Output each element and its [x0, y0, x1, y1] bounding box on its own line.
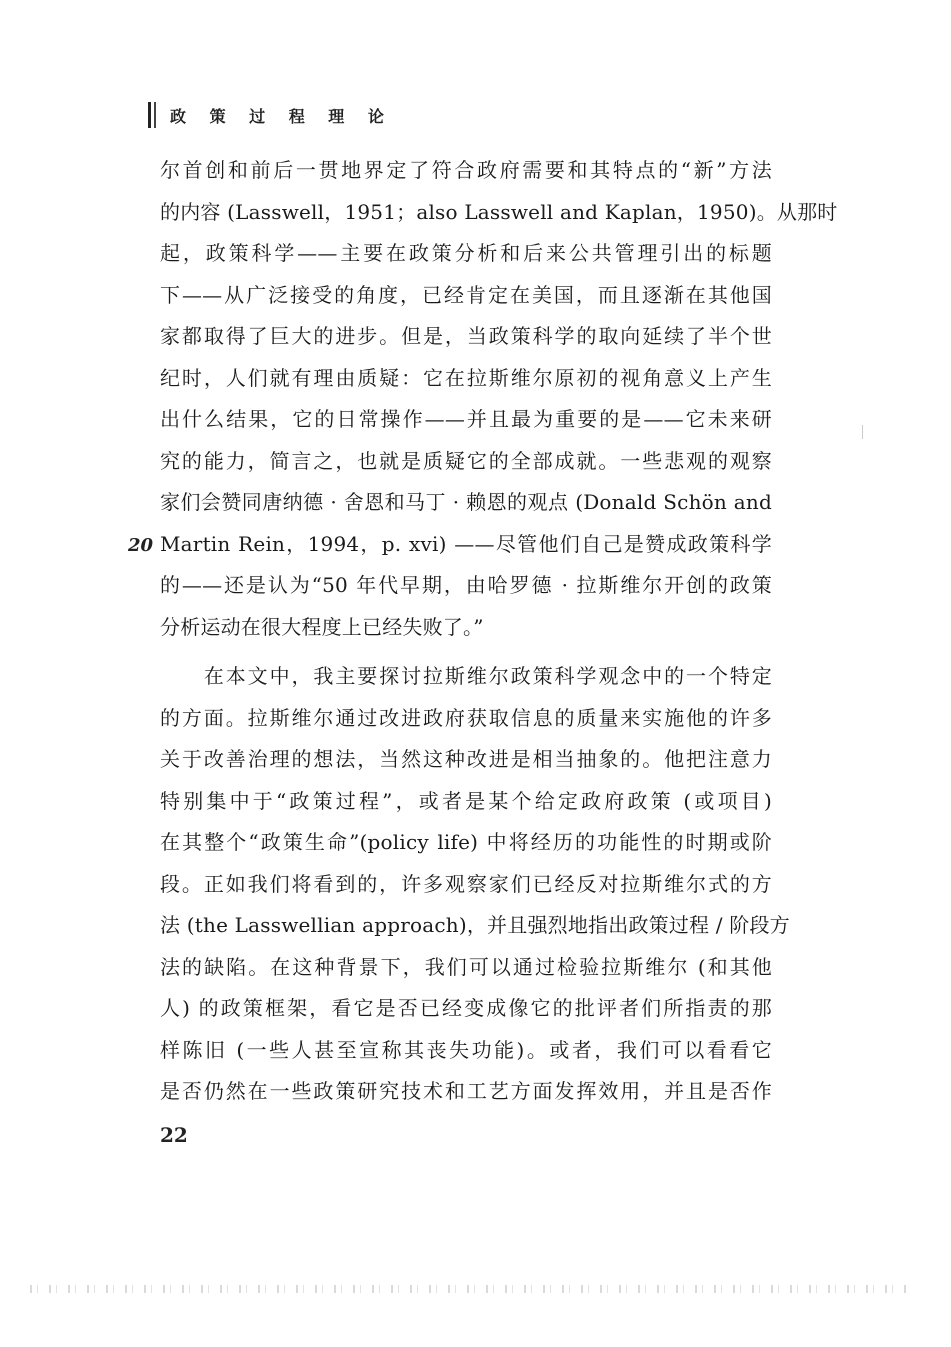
- text-line: 法的缺陷。在这种背景下，我们可以通过检验拉斯维尔 (和其他: [160, 954, 772, 979]
- text-line: 段。正如我们将看到的，许多观察家们已经反对拉斯维尔式的方: [160, 871, 772, 896]
- paragraph-2: [160, 656, 790, 1113]
- scan-edge-mark: [862, 425, 863, 439]
- text-line: 在其整个“政策生命”(policy life) 中将经历的功能性的时期或阶: [160, 830, 772, 854]
- text-line: 在本文中，我主要探讨拉斯维尔政策科学观念中的一个特定: [160, 664, 772, 688]
- margin-line-number: 20: [128, 535, 154, 556]
- text-line: 样陈旧 (一些人甚至宣称其丧失功能)。或者，我们可以看看它: [160, 1037, 772, 1062]
- text-line: 究的能力，简言之，也就是质疑它的全部成就。一些悲观的观察: [160, 448, 772, 473]
- scan-noise-strip: [30, 1285, 910, 1293]
- running-head: [148, 100, 393, 130]
- text-line: 的——还是认为“50 年代早期，由哈罗德 · 拉斯维尔开创的政策: [160, 573, 772, 597]
- text-line: 特别集中于“政策过程”，或者是某个给定政府政策 (或项目): [160, 788, 772, 813]
- text-line: 纪时，人们就有理由质疑：它在拉斯维尔原初的视角意义上产生: [160, 365, 772, 390]
- text-line: 家都取得了巨大的进步。但是，当政策科学的取向延续了半个世: [160, 324, 772, 348]
- text-line: 人) 的政策框架，看它是否已经变成像它的批评者们所指责的那: [160, 996, 772, 1020]
- running-head-marker: [148, 102, 156, 128]
- text-line: 家们会赞同唐纳德 · 舍恩和马丁 · 赖恩的观点 (Donald Schön and: [160, 490, 772, 514]
- text-line: 的方面。拉斯维尔通过改进政府获取信息的质量来实施他的许多: [160, 705, 772, 730]
- text-line: 出什么结果，它的日常操作——并且最为重要的是——它未来研: [160, 407, 772, 431]
- text-line: 起，政策科学——主要在政策分析和后来公共管理引出的标题: [160, 241, 772, 265]
- text-line: 是否仍然在一些政策研究技术和工艺方面发挥效用，并且是否作: [160, 1079, 772, 1103]
- text-line: 的内容 (Lasswell，1951；also Lasswell and Kaplan，1950)。从那时: [160, 199, 838, 224]
- text-line: Martin Rein，1994，p. xvi) ——尽管他们自己是赞成政策科学: [160, 531, 772, 556]
- running-head-title: 政 策 过 程 理 论: [170, 106, 393, 126]
- page-number: 22: [160, 1123, 188, 1147]
- text-line: 法 (the Lasswellian approach)，并且强烈地指出政策过程 / 阶段方: [160, 913, 790, 937]
- text-line: 关于改善治理的想法，当然这种改进是相当抽象的。他把注意力: [160, 747, 772, 771]
- text-line: 尔首创和前后一贯地界定了符合政府需要和其特点的“新”方法: [160, 158, 772, 182]
- text-line: 分析运动在很大程度上已经失败了。”: [160, 614, 484, 639]
- paragraph-1: [160, 150, 838, 648]
- body-text: [160, 150, 838, 1113]
- text-line: 下——从广泛接受的角度，已经肯定在美国，而且逐渐在其他国: [160, 282, 772, 307]
